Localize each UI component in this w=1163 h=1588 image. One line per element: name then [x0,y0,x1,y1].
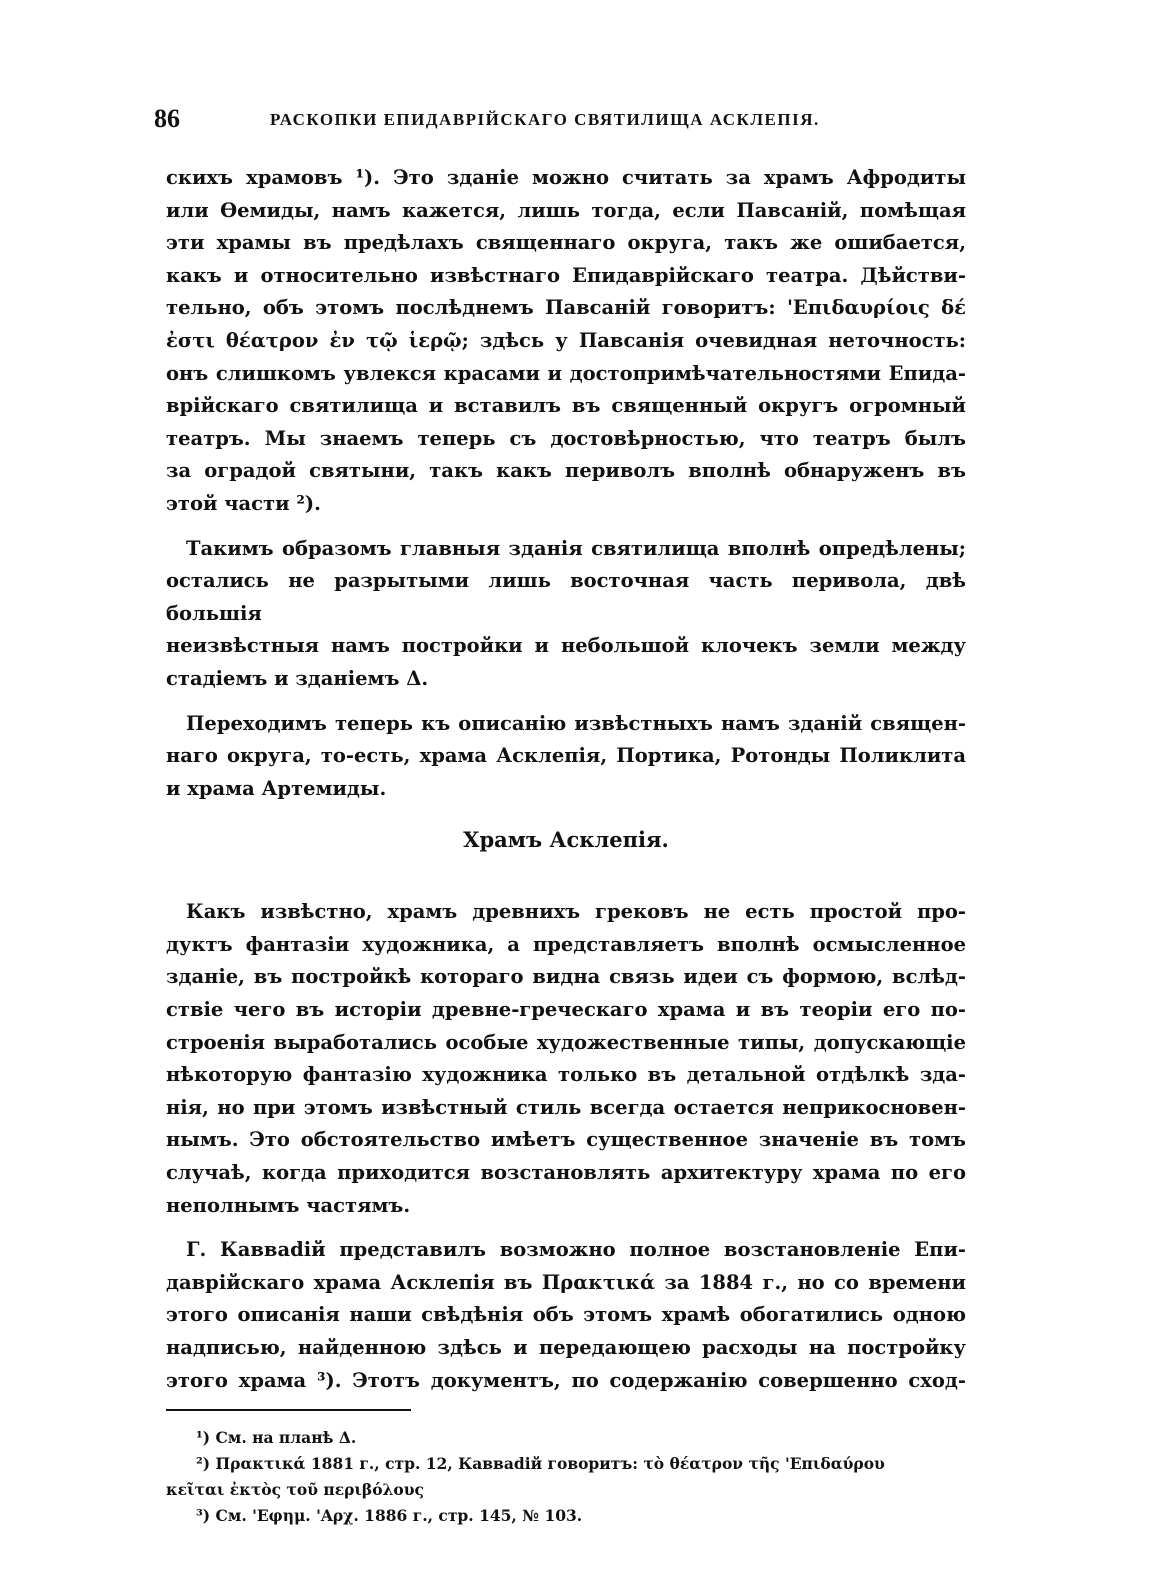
text-line: наго округа, то-есть, храма Асклепія, Портика, Ротонды Поликлита [166,744,966,768]
footnote-2: ²) Πρακτικά 1881 г., стр. 12, Кавваdій говоритъ: τὸ θέατρον τῆς 'Επιδαύρου [196,1454,885,1474]
text-line: онъ слишкомъ увлекся красами и достопримѣчательностями Епида- [166,361,966,385]
text-line: нія, но при этомъ извѣстный стиль всегда остается неприкосновен- [166,1095,966,1119]
text-line: какъ и относительно извѣстнаго Епидаврійскаго театра. Дѣйстви- [166,263,966,287]
text-line: неизвѣстныя намъ постройки и небольшой клочекъ земли между [166,634,966,658]
text-line: тельно, объ этомъ послѣднемъ Павсаній говоритъ: 'Επιδαυρίοις δέ [166,296,966,320]
paragraph-2 [166,533,966,696]
text-line: надписью, найденною здѣсь и передающею расходы на постройку [166,1336,966,1359]
text-line: и храма Артемиды. [166,776,387,800]
text-line: строенія выработались особые художественные типы, допускающіе [166,1030,966,1054]
text-line: эти храмы въ предѣлахъ священнаго округа, такъ же ошибается, [166,231,966,255]
footnote-2-continuation: κεῖται ἐκτὸς τοῦ περιβόλους [166,1480,424,1500]
footnotes [166,1425,966,1529]
text-line: этой части ²). [166,491,321,515]
body-text [166,162,966,1397]
footnote-separator [166,1409,411,1411]
text-line: Переходимъ теперь къ описанію извѣстныхъ намъ зданій священ- [186,711,966,735]
paragraph-3 [166,708,966,806]
text-line: или Өемиды, намъ кажется, лишь тогда, если Павсаній, помѣщая [166,198,966,222]
page-number: 86 [154,104,180,133]
text-line: нымъ. Это обстоятельство имѣетъ существенное значеніе въ томъ [166,1128,966,1152]
text-line: неполнымъ частямъ. [166,1193,411,1217]
text-line: Г. Кавваdій представилъ возможно полное возстановленіе Епи- [186,1238,966,1262]
text-line: даврійскаго храма Асклепія въ Πρακτικά за 1884 г., но со времени [166,1270,966,1294]
text-line: врійскаго святилища и вставилъ въ священный округъ огромный [166,394,966,418]
text-line: Какъ извѣстно, храмъ древнихъ грековъ не есть простой про- [186,900,966,924]
text-line: дуктъ фантазіи художника, а представляетъ вполнѣ осмысленное [166,932,966,956]
text-line: стадіемъ и зданіемъ Δ. [166,666,429,690]
text-line: Такимъ образомъ главныя зданія святилища вполнѣ опредѣлены; [186,536,966,560]
text-line: театръ. Мы знаемъ теперь съ достовѣрностью, что театръ былъ [166,426,966,450]
paragraph-1 [166,162,966,521]
text-line: случаѣ, когда приходится возстановлять архитектуру храма по его [166,1161,966,1185]
text-line: нѣкоторую фантазію художника только въ детальной отдѣлкѣ зда- [166,1063,966,1087]
section-paragraph-2 [166,1234,966,1397]
section-paragraph-1 [166,896,966,1222]
footnote-1: ¹) См. на планѣ Δ. [196,1428,357,1448]
book-page [154,100,966,1529]
text-line: скихъ храмовъ ¹). Это зданіе можно считать за храмъ Афродиты [166,166,966,189]
text-line: этого описанія наши свѣдѣнія объ этомъ храмѣ обогатились одною [166,1303,966,1327]
footnote-3: ³) См. 'Εφημ. 'Αρχ. 1886 г., стр. 145, № 103. [196,1506,583,1526]
running-header [154,100,966,140]
text-line: остались не разрытыми лишь восточная часть перивола, двѣ большія [166,569,966,625]
running-title: РАСКОПКИ ЕПИДАВРІЙСКАГО СВЯТИЛИЩА АСКЛЕПІЯ. [270,110,820,129]
text-line: за оградой святыни, такъ какъ периволъ вполнѣ обнаруженъ въ [166,459,966,483]
text-line: этого храма ³). Этотъ документъ, по содержанію совершенно сход- [166,1368,966,1392]
text-line: ствіе чего въ исторіи древне-греческаго храма и въ теоріи его по- [166,998,966,1022]
section-heading: Храмъ Асклепія. [463,827,669,853]
text-line: зданіе, въ постройкѣ котораго видна связь идеи съ формою, вслѣд- [166,965,966,989]
text-line: ἐστι θέατρον ἐν τῷ ἱερῷ; здѣсь у Павсанія очевидная неточность: [166,328,966,352]
